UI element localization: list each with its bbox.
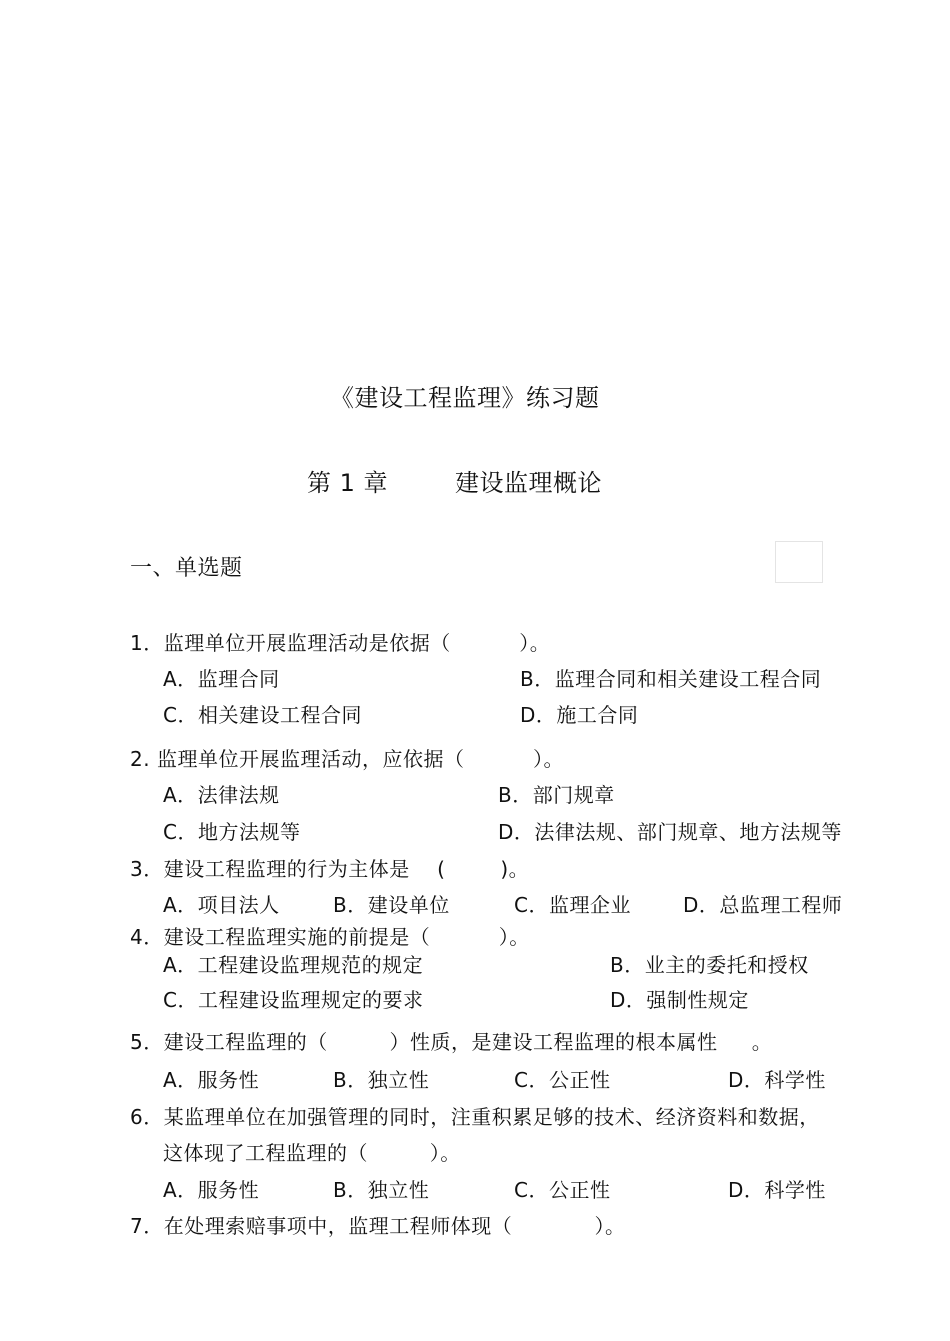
question-1-option-d: D．施工合同 bbox=[520, 703, 639, 727]
question-5-option-a: A．服务性 bbox=[163, 1068, 260, 1092]
question-6-option-c: C．公正性 bbox=[514, 1178, 611, 1202]
question-2-option-d: D．法律法规、部门规章、地方法规等 bbox=[498, 820, 842, 844]
question-3-option-b: B．建设单位 bbox=[333, 893, 450, 917]
question-3-option-d: D．总监理工程师 bbox=[683, 893, 843, 917]
question-1-option-c: C．相关建设工程合同 bbox=[163, 703, 362, 727]
corner-box bbox=[775, 541, 823, 583]
question-5-stem: 5．建设工程监理的（ ）性质，是建设工程监理的根本属性 。 bbox=[130, 1030, 773, 1054]
question-5-option-d: D．科学性 bbox=[728, 1068, 826, 1092]
question-6-stem-line-2: 这体现了工程监理的（ ）。 bbox=[163, 1141, 461, 1165]
question-4-stem: 4．建设工程监理实施的前提是（ ）。 bbox=[130, 925, 530, 949]
question-3-option-c: C．监理企业 bbox=[514, 893, 631, 917]
question-1-option-b: B．监理合同和相关建设工程合同 bbox=[520, 667, 822, 691]
question-1-option-a: A．监理合同 bbox=[163, 667, 280, 691]
question-6-option-a: A．服务性 bbox=[163, 1178, 260, 1202]
question-2-stem: 2. 监理单位开展监理活动，应依据（ ）。 bbox=[130, 747, 565, 771]
question-4-option-d: D．强制性规定 bbox=[610, 988, 749, 1012]
question-6-option-b: B．独立性 bbox=[333, 1178, 430, 1202]
chapter-name: 建设监理概论 bbox=[455, 469, 602, 497]
chapter-number: 第 1 章 bbox=[307, 469, 389, 497]
question-7-stem: 7．在处理索赔事项中，监理工程师体现（ ）。 bbox=[130, 1214, 626, 1238]
question-5-option-c: C．公正性 bbox=[514, 1068, 611, 1092]
question-2-option-a: A．法律法规 bbox=[163, 783, 280, 807]
section-heading: 一、单选题 bbox=[130, 556, 243, 581]
question-2-option-b: B．部门规章 bbox=[498, 783, 615, 807]
question-6-option-d: D．科学性 bbox=[728, 1178, 826, 1202]
question-3-option-a: A．项目法人 bbox=[163, 893, 280, 917]
document-title: 《建设工程监理》练习题 bbox=[330, 384, 600, 412]
question-4-option-b: B．业主的委托和授权 bbox=[610, 953, 809, 977]
question-4-option-c: C．工程建设监理规定的要求 bbox=[163, 988, 424, 1012]
question-3-stem: 3．建设工程监理的行为主体是 ( )。 bbox=[130, 857, 530, 881]
question-2-option-c: C．地方法规等 bbox=[163, 820, 301, 844]
question-1-stem: 1．监理单位开展监理活动是依据（ ）。 bbox=[130, 631, 551, 655]
question-6-stem-line-1: 6．某监理单位在加强管理的同时，注重积累足够的技术、经济资料和数据， bbox=[130, 1105, 820, 1129]
question-4-option-a: A．工程建设监理规范的规定 bbox=[163, 953, 424, 977]
question-5-option-b: B．独立性 bbox=[333, 1068, 430, 1092]
